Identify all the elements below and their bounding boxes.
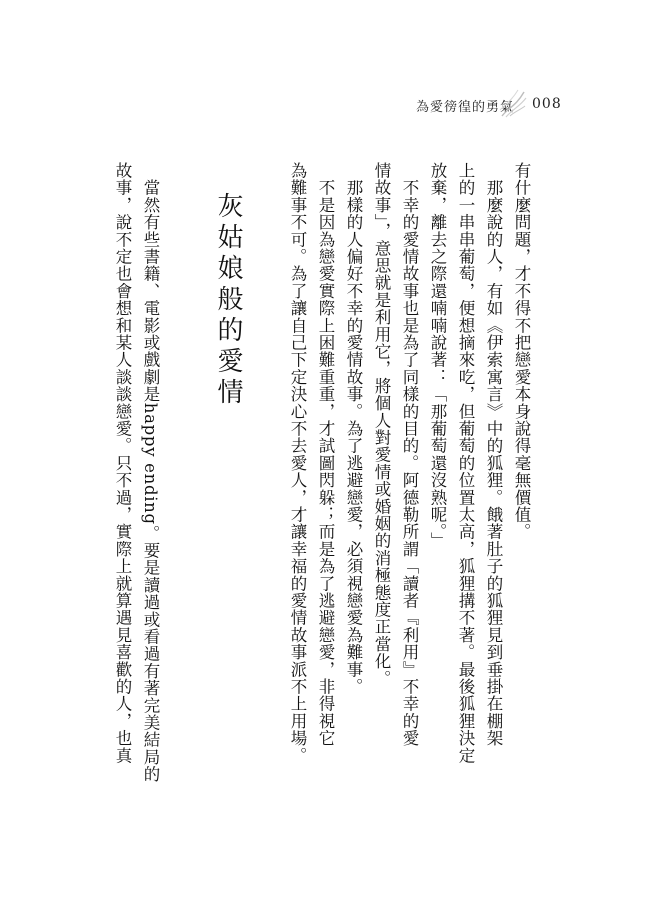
text-column: 那樣的人偏好不幸的愛情故事。為了逃避戀愛，必須視戀愛為難事。 (344, 162, 363, 696)
text-column: 那麼說的人，有如《伊索寓言》中的狐狸。餓著肚子的狐狸見到垂掛在棚架 (484, 162, 503, 747)
running-header (0, 96, 648, 120)
text-column: 放棄，離去之際還喃喃說著：「那葡萄還沒熟呢。」 (428, 162, 447, 550)
page-number: 008 (532, 96, 562, 112)
section-heading: 灰姑娘般的愛情 (213, 192, 243, 409)
text-column: 故事，說不定也會想和某人談談戀愛。只不過，實際上就算遇見喜歡的人，也真 (113, 162, 132, 764)
text-column: 不是因為戀愛實際上困難重重，才試圖閃躲；而是為了逃避戀愛，非得視它 (316, 162, 335, 747)
text-column: 有什麼問題，才不得不把戀愛本身說得毫無價值。 (512, 162, 531, 541)
text-column: 情故事」，意思就是利用它，將個人對愛情或婚姻的消極態度正當化。 (372, 162, 391, 687)
text-column: 上的一串串葡萄，便想摘來吃，但葡萄的位置太高，狐狸搆不著。最後狐狸決定 (456, 162, 475, 764)
book-title: 為愛徬徨的勇氣 (415, 100, 514, 115)
text-column: 不幸的愛情故事也是為了同樣的目的。阿德勒所謂「讀者『利用』不幸的愛 (400, 162, 419, 747)
text-column: 當然有些書籍、電影或戲劇是happy ending。要是讀過或看過有著完美結局的 (141, 162, 160, 783)
text-column: 為難事不可。為了讓自己下定決心不去愛人，才讓幸福的愛情故事派不上用場。 (288, 162, 307, 764)
swirl-ornament-icon (498, 86, 528, 120)
